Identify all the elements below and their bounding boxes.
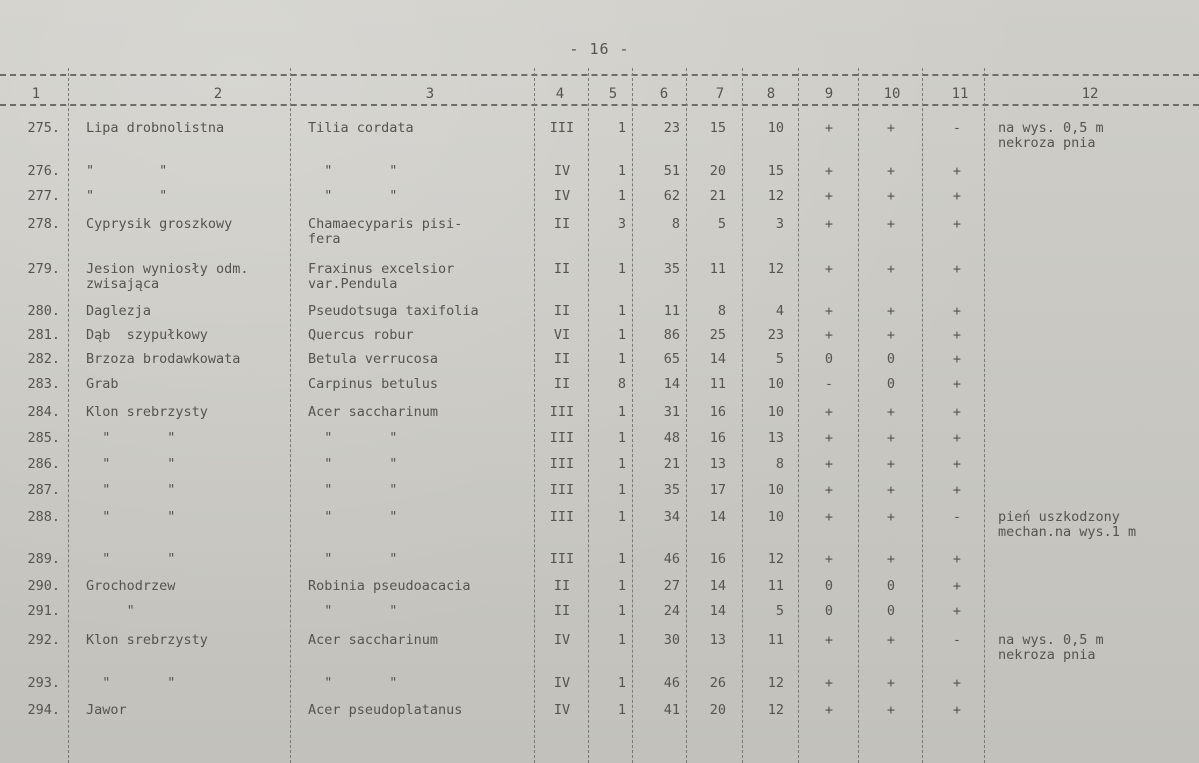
cell-col-10: + [886,702,896,718]
cell-col-10: + [886,327,896,343]
cell-col-7: 21 [709,188,726,204]
cell-col-5: 1 [617,327,626,343]
cell-col-8: 15 [767,163,784,179]
cell-col-6: 21 [663,456,680,472]
latin-name: " " [308,509,398,525]
cell-col-4: VI [553,327,571,343]
polish-name: Klon srebrzysty [86,404,208,420]
cell-col-7: 11 [709,376,726,392]
column-header-3: 3 [425,86,435,102]
polish-name: " " [86,430,176,446]
cell-col-5: 1 [617,430,626,446]
cell-col-9: + [824,430,834,446]
cell-col-4: II [553,603,571,619]
column-divider [290,68,291,763]
cell-col-5: 1 [617,351,626,367]
cell-col-10: 0 [886,351,896,367]
latin-name: " " [308,675,398,691]
column-header-4: 4 [555,86,565,102]
cell-col-9: + [824,261,834,277]
cell-col-8: 10 [767,376,784,392]
column-divider [686,68,687,763]
cell-col-4: IV [553,632,571,648]
cell-col-11: + [952,188,962,204]
cell-col-10: + [886,216,896,232]
cell-col-5: 8 [617,376,626,392]
header-top-rule [0,74,1199,76]
cell-col-9: + [824,303,834,319]
cell-col-8: 23 [767,327,784,343]
cell-col-10: + [886,188,896,204]
latin-name: " " [308,551,398,567]
polish-name: " " [86,509,176,525]
cell-col-5: 1 [617,303,626,319]
polish-name: Dąb szypułkowy [86,327,208,343]
cell-col-9: + [824,163,834,179]
row-number: 277. [27,188,60,204]
cell-col-9: + [824,216,834,232]
cell-col-5: 1 [617,603,626,619]
cell-col-4: IV [553,188,571,204]
cell-col-9: + [824,404,834,420]
cell-col-8: 12 [767,675,784,691]
polish-name: " [86,603,135,619]
cell-col-8: 12 [767,188,784,204]
cell-col-7: 25 [709,327,726,343]
cell-col-10: + [886,482,896,498]
column-divider [798,68,799,763]
cell-col-11: + [952,702,962,718]
column-divider [742,68,743,763]
cell-col-11: + [952,456,962,472]
cell-col-8: 11 [767,632,784,648]
cell-col-11: + [952,376,962,392]
cell-col-11: + [952,430,962,446]
row-number: 291. [27,603,60,619]
cell-col-11: + [952,351,962,367]
cell-col-11: + [952,404,962,420]
latin-name: " " [308,430,398,446]
cell-col-6: 46 [663,551,680,567]
page-number: - 16 - [569,40,630,58]
cell-col-4: III [549,482,575,498]
remarks: pień uszkodzony mechan.na wys.1 m [998,509,1137,540]
cell-col-5: 1 [617,578,626,594]
cell-col-8: 10 [767,404,784,420]
latin-name: " " [308,603,398,619]
latin-name: Tilia cordata [308,120,414,136]
cell-col-6: 48 [663,430,680,446]
cell-col-6: 35 [663,482,680,498]
column-header-12: 12 [1081,86,1099,102]
cell-col-4: II [553,351,571,367]
cell-col-11: + [952,603,962,619]
cell-col-7: 11 [709,261,726,277]
column-header-5: 5 [608,86,618,102]
latin-name: Robinia pseudoacacia [308,578,471,594]
latin-name: " " [308,163,398,179]
column-header-8: 8 [766,86,776,102]
cell-col-9: + [824,120,834,136]
cell-col-8: 5 [775,603,784,619]
polish-name: " " [86,551,176,567]
cell-col-11: + [952,303,962,319]
cell-col-4: IV [553,675,571,691]
cell-col-7: 14 [709,578,726,594]
column-header-9: 9 [824,86,834,102]
cell-col-6: 8 [671,216,680,232]
cell-col-4: III [549,430,575,446]
row-number: 276. [27,163,60,179]
latin-name: Acer saccharinum [308,404,439,420]
cell-col-4: IV [553,702,571,718]
cell-col-11: + [952,327,962,343]
row-number: 282. [27,351,60,367]
cell-col-6: 46 [663,675,680,691]
polish-name: Jesion wyniosły odm. zwisająca [86,261,249,292]
cell-col-10: + [886,163,896,179]
cell-col-5: 1 [617,120,626,136]
cell-col-9: + [824,702,834,718]
column-header-7: 7 [715,86,725,102]
cell-col-8: 5 [775,351,784,367]
cell-col-10: + [886,430,896,446]
cell-col-5: 1 [617,675,626,691]
cell-col-7: 8 [717,303,726,319]
latin-name: Chamaecyparis pisi- fera [308,216,463,247]
cell-col-7: 20 [709,702,726,718]
cell-col-4: III [549,404,575,420]
cell-col-7: 26 [709,675,726,691]
latin-name: " " [308,188,398,204]
cell-col-6: 24 [663,603,680,619]
cell-col-11: - [952,509,962,525]
latin-name: Pseudotsuga taxifolia [308,303,479,319]
row-number: 285. [27,430,60,446]
cell-col-8: 10 [767,120,784,136]
cell-col-11: + [952,163,962,179]
cell-col-5: 1 [617,163,626,179]
header-bottom-rule [0,104,1199,106]
polish-name: " " [86,482,176,498]
cell-col-5: 1 [617,632,626,648]
cell-col-4: IV [553,163,571,179]
cell-col-8: 13 [767,430,784,446]
cell-col-9: + [824,327,834,343]
cell-col-4: II [553,216,571,232]
column-header-2: 2 [213,86,223,102]
polish-name: Jawor [86,702,127,718]
cell-col-4: III [549,120,575,136]
cell-col-8: 10 [767,509,784,525]
row-number: 280. [27,303,60,319]
row-number: 293. [27,675,60,691]
cell-col-7: 20 [709,163,726,179]
latin-name: Fraxinus excelsior var.Pendula [308,261,455,292]
row-number: 281. [27,327,60,343]
cell-col-10: + [886,120,896,136]
latin-name: Acer pseudoplatanus [308,702,463,718]
cell-col-8: 12 [767,551,784,567]
cell-col-11: + [952,482,962,498]
cell-col-8: 11 [767,578,784,594]
row-number: 289. [27,551,60,567]
column-divider [68,68,69,763]
cell-col-7: 14 [709,603,726,619]
cell-col-8: 12 [767,261,784,277]
cell-col-10: 0 [886,376,896,392]
polish-name: Grab [86,376,119,392]
cell-col-4: II [553,376,571,392]
cell-col-6: 35 [663,261,680,277]
column-divider [922,68,923,763]
row-number: 275. [27,120,60,136]
cell-col-11: + [952,675,962,691]
cell-col-11: + [952,551,962,567]
latin-name: " " [308,482,398,498]
cell-col-9: + [824,188,834,204]
column-header-11: 11 [951,86,969,102]
cell-col-7: 14 [709,351,726,367]
row-number: 283. [27,376,60,392]
cell-col-8: 12 [767,702,784,718]
row-number: 286. [27,456,60,472]
cell-col-6: 34 [663,509,680,525]
cell-col-7: 13 [709,632,726,648]
cell-col-4: III [549,456,575,472]
cell-col-5: 1 [617,261,626,277]
polish-name: Daglezja [86,303,152,319]
polish-name: " " [86,456,176,472]
cell-col-10: + [886,509,896,525]
row-number: 290. [27,578,60,594]
cell-col-7: 14 [709,509,726,525]
cell-col-6: 51 [663,163,680,179]
cell-col-9: + [824,456,834,472]
cell-col-6: 23 [663,120,680,136]
polish-name: Grochodrzew [86,578,176,594]
cell-col-11: + [952,578,962,594]
cell-col-8: 10 [767,482,784,498]
cell-col-4: III [549,551,575,567]
cell-col-9: - [824,376,834,392]
cell-col-6: 62 [663,188,680,204]
latin-name: Betula verrucosa [308,351,439,367]
latin-name: Carpinus betulus [308,376,439,392]
cell-col-4: III [549,509,575,525]
cell-col-11: + [952,216,962,232]
cell-col-9: + [824,482,834,498]
cell-col-9: + [824,675,834,691]
cell-col-10: + [886,303,896,319]
cell-col-10: 0 [886,578,896,594]
cell-col-5: 1 [617,482,626,498]
cell-col-8: 8 [775,456,784,472]
cell-col-7: 16 [709,430,726,446]
column-divider [534,68,535,763]
cell-col-9: + [824,632,834,648]
cell-col-9: 0 [824,578,834,594]
column-header-10: 10 [883,86,901,102]
cell-col-6: 65 [663,351,680,367]
cell-col-11: + [952,261,962,277]
cell-col-5: 1 [617,456,626,472]
cell-col-6: 30 [663,632,680,648]
cell-col-10: + [886,404,896,420]
cell-col-5: 3 [617,216,626,232]
latin-name: Quercus robur [308,327,414,343]
row-number: 284. [27,404,60,420]
remarks: na wys. 0,5 m nekroza pnia [998,632,1104,663]
latin-name: " " [308,456,398,472]
polish-name: Brzoza brodawkowata [86,351,241,367]
row-number: 287. [27,482,60,498]
cell-col-10: + [886,456,896,472]
cell-col-7: 15 [709,120,726,136]
cell-col-9: + [824,551,834,567]
cell-col-4: II [553,578,571,594]
latin-name: Acer saccharinum [308,632,439,648]
cell-col-5: 1 [617,702,626,718]
cell-col-10: + [886,261,896,277]
cell-col-4: II [553,303,571,319]
cell-col-6: 27 [663,578,680,594]
polish-name: " " [86,675,176,691]
cell-col-6: 31 [663,404,680,420]
remarks: na wys. 0,5 m nekroza pnia [998,120,1104,151]
cell-col-9: + [824,509,834,525]
polish-name: " " [86,188,168,204]
cell-col-7: 16 [709,404,726,420]
cell-col-6: 41 [663,702,680,718]
column-divider [984,68,985,763]
cell-col-10: + [886,675,896,691]
cell-col-10: + [886,551,896,567]
cell-col-9: 0 [824,603,834,619]
cell-col-7: 16 [709,551,726,567]
cell-col-5: 1 [617,188,626,204]
row-number: 288. [27,509,60,525]
cell-col-7: 13 [709,456,726,472]
row-number: 279. [27,261,60,277]
polish-name: Lipa drobnolistna [86,120,225,136]
polish-name: " " [86,163,168,179]
cell-col-8: 4 [775,303,784,319]
cell-col-8: 3 [775,216,784,232]
cell-col-6: 11 [663,303,680,319]
cell-col-11: - [952,632,962,648]
polish-name: Klon srebrzysty [86,632,208,648]
cell-col-5: 1 [617,509,626,525]
cell-col-6: 86 [663,327,680,343]
cell-col-10: 0 [886,603,896,619]
column-divider [858,68,859,763]
table-header [0,86,1199,106]
row-number: 278. [27,216,60,232]
cell-col-7: 17 [709,482,726,498]
column-divider [588,68,589,763]
cell-col-5: 1 [617,404,626,420]
cell-col-5: 1 [617,551,626,567]
cell-col-11: - [952,120,962,136]
cell-col-9: 0 [824,351,834,367]
column-header-6: 6 [659,86,669,102]
row-number: 292. [27,632,60,648]
cell-col-4: II [553,261,571,277]
cell-col-10: + [886,632,896,648]
column-header-1: 1 [31,86,41,102]
polish-name: Cyprysik groszkowy [86,216,233,232]
column-divider [632,68,633,763]
row-number: 294. [27,702,60,718]
cell-col-7: 5 [717,216,726,232]
cell-col-6: 14 [663,376,680,392]
